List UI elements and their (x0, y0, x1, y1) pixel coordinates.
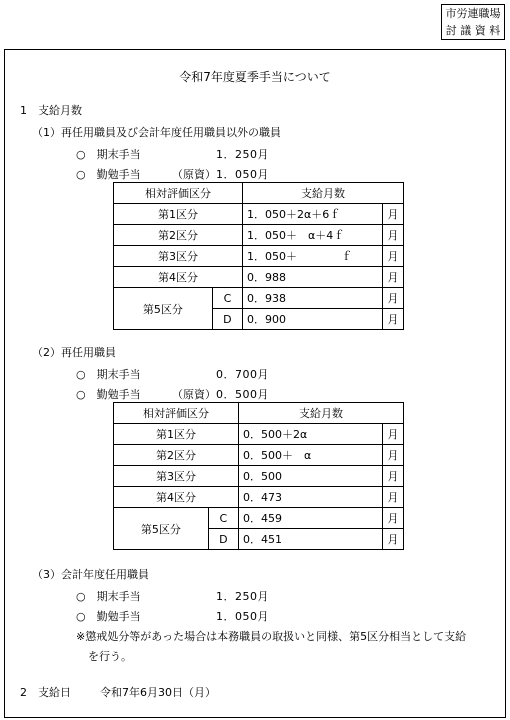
unit-cell: 月 (383, 225, 404, 246)
sub1-bonus-label: ○ 期末手当 (76, 148, 141, 161)
sub2-diligence-value: 0．500月 (216, 388, 269, 401)
unit-cell: 月 (383, 508, 404, 529)
grade-cell: 第1区分 (114, 424, 239, 445)
months-cell: 1．050＋ α＋4ｆ (243, 225, 383, 246)
sub2-diligence-note: （原資） (172, 388, 216, 401)
grade-cell: 第2区分 (114, 225, 243, 246)
months-cell: 0．938 (243, 288, 383, 309)
grade-cell: 第4区分 (114, 487, 239, 508)
table-row (114, 204, 404, 225)
grade-cell: 第4区分 (114, 267, 243, 288)
unit-cell: 月 (383, 309, 404, 330)
table-row (114, 508, 404, 529)
table-row (114, 267, 404, 288)
payment-date: 令和7年6月30日（月） (100, 686, 216, 699)
grade-cell: 第2区分 (114, 445, 239, 466)
header-months: 支給月数 (243, 183, 404, 204)
tier-cell: D (212, 309, 242, 330)
tier-cell: C (212, 288, 242, 309)
grade-cell: 第3区分 (114, 466, 239, 487)
table-header-row (114, 183, 404, 204)
grade-cell: 第1区分 (114, 204, 243, 225)
subsection-1-heading: （1）再任用職員及び会計年度任用職員以外の職員 (32, 126, 281, 139)
sub1-diligence-note: （原資） (172, 168, 216, 181)
unit-cell: 月 (383, 204, 404, 225)
sub3-note-line-2: を行う。 (88, 650, 132, 663)
unit-cell: 月 (383, 246, 404, 267)
subsection-3-heading: （3）会計年度任用職員 (32, 568, 149, 581)
table-row (114, 424, 404, 445)
months-cell: 1．050＋ ｆ (243, 246, 383, 267)
sub1-diligence-label: ○ 勤勉手当 (76, 168, 141, 181)
months-cell: 0．473 (239, 487, 383, 508)
table-row (114, 246, 404, 267)
sub2-diligence-label: ○ 勤勉手当 (76, 388, 141, 401)
grade-5-cell: 第5区分 (114, 508, 209, 550)
tier-cell: C (208, 508, 238, 529)
sub2-grade-table (113, 402, 404, 550)
sub3-bonus-label: ○ 期末手当 (76, 590, 141, 603)
months-cell: 0．459 (239, 508, 383, 529)
unit-cell: 月 (383, 267, 404, 288)
table-row (114, 487, 404, 508)
sub1-diligence-value: 1．050月 (216, 168, 269, 181)
months-cell: 0．500＋ α (239, 445, 383, 466)
sub2-bonus-label: ○ 期末手当 (76, 368, 141, 381)
page-title: 令和7年度夏季手当について (179, 70, 331, 84)
months-cell: 0．500＋2α (239, 424, 383, 445)
months-cell: 1．050＋2α＋6ｆ (243, 204, 383, 225)
document-stamp (441, 4, 505, 40)
table-row (114, 466, 404, 487)
header-months: 支給月数 (239, 403, 404, 424)
unit-cell: 月 (383, 288, 404, 309)
months-cell: 0．988 (243, 267, 383, 288)
sub3-diligence-value: 1．050月 (216, 610, 269, 623)
sub1-grade-table (113, 182, 404, 330)
sub3-note-line-1: ※懲戒処分等があった場合は本務職員の取扱いと同様、第5区分相当として支給 (76, 630, 467, 643)
months-cell: 0．451 (239, 529, 383, 550)
section-1-heading: 1 支給月数 (20, 104, 82, 117)
sub3-diligence-label: ○ 勤勉手当 (76, 610, 141, 623)
header-grade: 相対評価区分 (114, 403, 239, 424)
months-cell: 0．900 (243, 309, 383, 330)
table-header-row (114, 403, 404, 424)
section-2-heading: 2 支給日 (20, 686, 71, 699)
unit-cell: 月 (383, 487, 404, 508)
unit-cell: 月 (383, 445, 404, 466)
tier-cell: D (208, 529, 238, 550)
sub1-bonus-value: 1．250月 (216, 148, 269, 161)
table-row (114, 445, 404, 466)
header-grade: 相対評価区分 (114, 183, 243, 204)
table-row (114, 288, 404, 309)
table-row (114, 225, 404, 246)
sub3-bonus-value: 1．250月 (216, 590, 269, 603)
unit-cell: 月 (383, 466, 404, 487)
unit-cell: 月 (383, 529, 404, 550)
stamp-line-1: 市労連職場 (445, 7, 501, 20)
unit-cell: 月 (383, 424, 404, 445)
stamp-line-2: 討 議 資 料 (445, 24, 501, 37)
subsection-2-heading: （2）再任用職員 (32, 346, 116, 359)
grade-cell: 第3区分 (114, 246, 243, 267)
grade-5-cell: 第5区分 (114, 288, 213, 330)
months-cell: 0．500 (239, 466, 383, 487)
sub2-bonus-value: 0．700月 (216, 368, 269, 381)
